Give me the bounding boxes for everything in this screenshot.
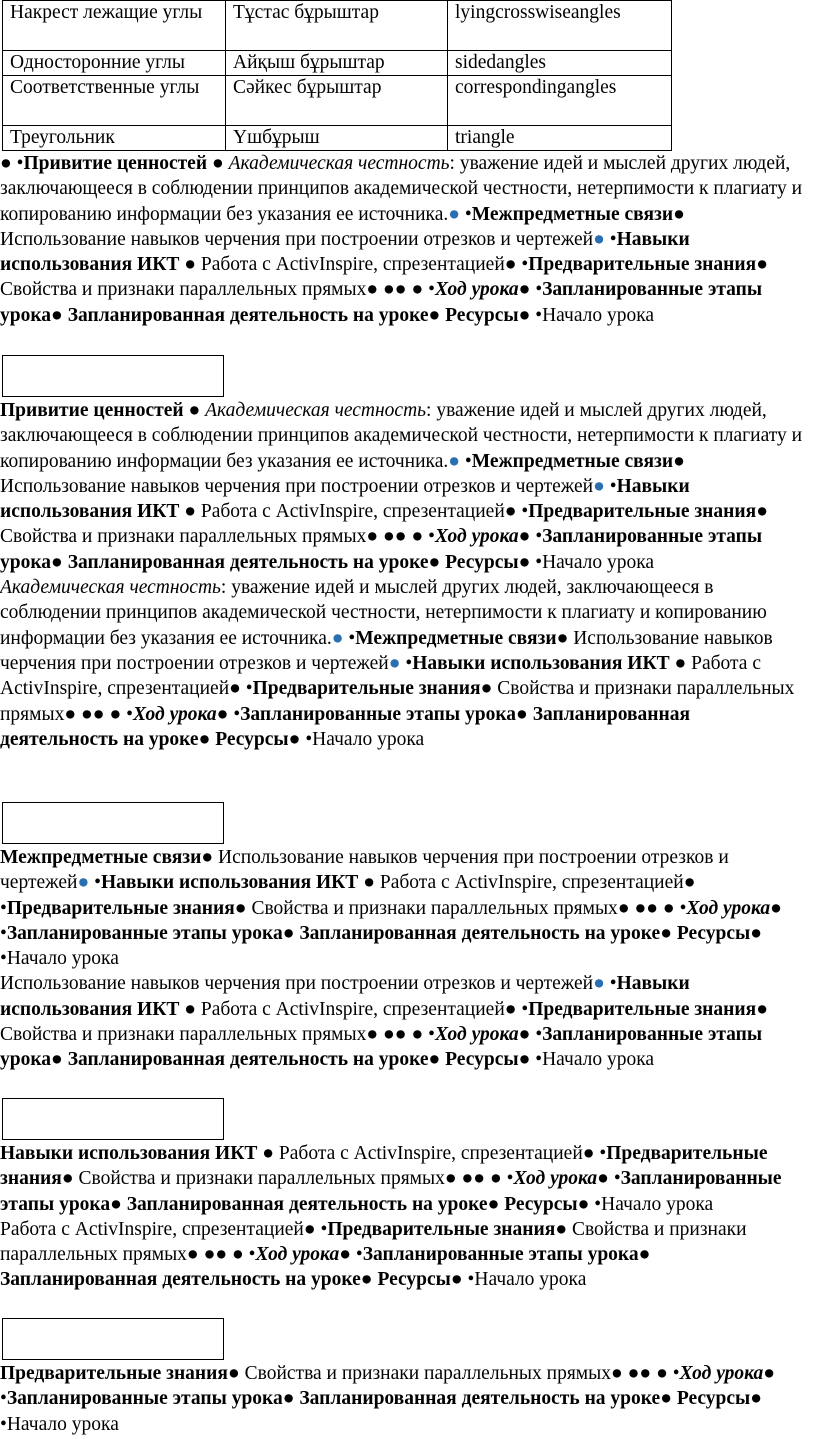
empty-box xyxy=(2,355,224,397)
paragraph-block xyxy=(0,845,812,1073)
text-paragraph: Навыки использования ИКТ ● Работа с ActivInspire, спрезентацией● •Предварительные знания● Свойства и признаки параллельных прямых● ●● ● •Ход урока● •Запланированные этапы урока● Запланированная деятельность на уроке● Ресурсы● •Начало урока xyxy=(0,1143,782,1215)
text-paragraph: Использование навыков черчения при построении отрезков и чертежей● •Навыки использования ИКТ ● Работа с ActivInspire, спрезентацией● •Предварительные знания● Свойства и признаки параллельных прямых● ●● ● •Ход урока● •Запланированные этапы урока● Запланированная деятельность на уроке● Ресурсы● •Начало урока xyxy=(0,973,768,1071)
table-cell: triangle xyxy=(448,126,672,151)
text-paragraph: Привитие ценностей ● Академическая честность: уважение идей и мыслей других людей, заключающееся в соблюдении принципов академической честности, нетерпимости к плагиату и копированию информации без указания ее источника.● •Межпредметные связи● Использование навыков черчения при построении отрезков и чертежей● •Навыки использования ИКТ ● Работа с ActivInspire, спрезентацией● •Предварительные знания● Свойства и признаки параллельных прямых● ●● ● •Ход урока● •Запланированные этапы урока● Запланированная деятельность на уроке● Ресурсы● •Начало урока xyxy=(0,400,803,573)
table-cell: Тұстас бұрыштар xyxy=(226,1,448,51)
table-row xyxy=(3,51,672,76)
table-cell: Үшбұрыш xyxy=(226,126,448,151)
table-cell: Сәйкес бұрыштар xyxy=(226,76,448,126)
paragraph-block xyxy=(0,151,812,328)
table-cell: sidedangles xyxy=(448,51,672,76)
text-paragraph: Межпредметные связи● Использование навыков черчения при построении отрезков и чертежей● •Навыки использования ИКТ ● Работа с ActivInspire, спрезентацией● •Предварительные знания● Свойства и признаки параллельных прямых● ●● ● •Ход урока● •Запланированные этапы урока● Запланированная деятельность на уроке● Ресурсы● •Начало урока xyxy=(0,847,782,970)
table-cell: Треугольник xyxy=(3,126,226,151)
empty-box xyxy=(2,802,224,844)
text-paragraph: Предварительные знания● Свойства и признаки параллельных прямых● ●● ● •Ход урока● •Запланированные этапы урока● Запланированная деятельность на уроке● Ресурсы● •Начало урока xyxy=(0,1363,776,1435)
table-cell: Айқыш бұрыштар xyxy=(226,51,448,76)
table-row xyxy=(3,76,672,126)
academic-title: Академическая честность xyxy=(228,153,450,174)
text-paragraph: Работа с ActivInspire, спрезентацией● •Предварительные знания● Свойства и признаки параллельных прямых● ●● ● •Ход урока● •Запланированные этапы урока● Запланированная деятельность на уроке● Ресурсы● •Начало урока xyxy=(0,1218,747,1291)
empty-box xyxy=(2,1098,224,1140)
table-cell: Соответственные углы xyxy=(3,76,226,126)
table-cell: correspondingangles xyxy=(448,76,672,126)
paragraph-block xyxy=(0,398,812,752)
vocabulary-table xyxy=(2,0,672,151)
table-row xyxy=(3,1,672,51)
table-cell: Накрест лежащие углы xyxy=(3,1,226,51)
paragraph-block xyxy=(0,1141,812,1293)
table-row xyxy=(3,126,672,151)
table-cell: Односторонние углы xyxy=(3,51,226,76)
text-paragraph: ● •Привитие ценностей ● Академическая честность: уважение идей и мыслей других людей, заключающееся в соблюдении принципов академической честности, нетерпимости к плагиату и копированию информации без указания ее источника.● •Межпредметные связи● Использование навыков черчения при построении отрезков и чертежей● •Навыки использования ИКТ ● Работа с ActivInspire, спрезентацией● •Предварительные знания● Свойства и признаки параллельных прямых● ●● ● •Ход урока● •Запланированные этапы урока● Запланированная деятельность на уроке● Ресурсы● •Начало урока xyxy=(0,153,803,326)
values-title: Привитие ценностей xyxy=(23,153,208,174)
table-cell: lyingcrosswiseangles xyxy=(448,1,672,51)
empty-box xyxy=(2,1318,224,1360)
paragraph-block xyxy=(0,1361,812,1437)
text-paragraph: Академическая честность: уважение идей и мыслей других людей, заключающееся в соблюдении принципов академической честности, нетерпимости к плагиату и копированию информации без указания ее источника.● •Межпредметные связи● Использование навыков черчения при построении отрезков и чертежей● •Навыки использования ИКТ ● Работа с ActivInspire, спрезентацией● •Предварительные знания● Свойства и признаки параллельных прямых● ●● ● •Ход урока● •Запланированные этапы урока● Запланированная деятельность на уроке● Ресурсы● •Начало урока xyxy=(0,577,795,750)
